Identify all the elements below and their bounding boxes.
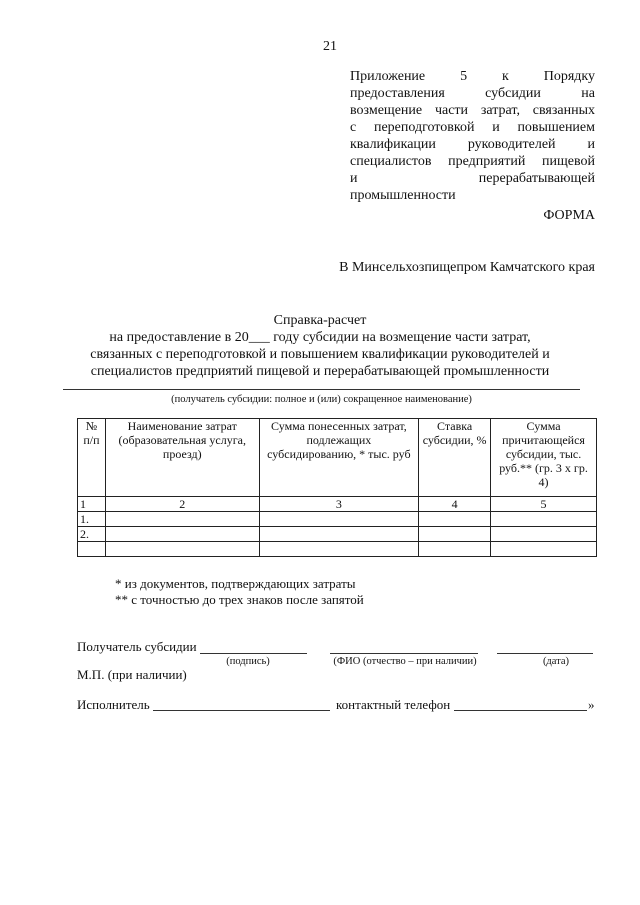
fio-field[interactable]	[330, 653, 478, 654]
column-number: 2	[105, 497, 259, 512]
footnote-2: ** с точностью до трех знаков после запятой	[115, 592, 364, 607]
table-cell	[259, 542, 419, 557]
table-cell	[259, 512, 419, 527]
header-cell: Ставка субсидии, %	[419, 419, 491, 497]
title-line-2: связанных с переподготовкой и повышением квалификации руководителей и	[90, 347, 550, 362]
form-label: ФОРМА	[543, 208, 595, 223]
table-cell	[419, 527, 491, 542]
title-line-3: специалистов предприятий пищевой и перерабатывающей промышленности	[90, 364, 550, 379]
table-cell	[105, 512, 259, 527]
table-cell	[105, 527, 259, 542]
phone-field[interactable]	[454, 710, 587, 711]
phone-label: контактный телефон	[336, 697, 451, 712]
appendix-line: квалификации руководителей и	[350, 137, 595, 152]
appendix-line: и перерабатывающей	[350, 171, 595, 186]
title-line-1: на предоставление в 20___ году субсидии на возмещение части затрат,	[109, 330, 531, 345]
footnote-1: * из документов, подтверждающих затраты	[115, 576, 356, 591]
column-number: 4	[419, 497, 491, 512]
table-row	[78, 527, 597, 542]
column-number-row	[78, 497, 597, 512]
appendix-line: специалистов предприятий пищевой	[350, 154, 595, 169]
date-field[interactable]	[497, 653, 593, 654]
table-row	[78, 512, 597, 527]
signature-field[interactable]	[200, 653, 307, 654]
addressee: В Минсельхозпищепром Камчатского края	[339, 260, 595, 275]
table-cell	[419, 512, 491, 527]
column-number: 3	[259, 497, 419, 512]
table-cell	[491, 542, 597, 557]
appendix-line: с переподготовкой и повышением	[350, 120, 595, 135]
expense-table	[77, 418, 597, 557]
table-cell	[105, 542, 259, 557]
appendix-block	[350, 68, 595, 204]
document-title	[60, 312, 580, 380]
stamp-label: М.П. (при наличии)	[77, 667, 187, 682]
executor-label: Исполнитель	[77, 697, 150, 712]
table-cell	[419, 542, 491, 557]
header-cell: Сумма причитающейся субсидии, тыс. руб.** (гр. 3 х гр. 4)	[491, 419, 597, 497]
signature-caption: (подпись)	[226, 656, 270, 667]
table-row	[78, 542, 597, 557]
table-header-row	[78, 419, 597, 497]
appendix-line: промышленности	[350, 188, 456, 203]
header-cell: Сумма понесенных затрат, подлежащих субсидированию, * тыс. руб	[259, 419, 419, 497]
column-number: 5	[491, 497, 597, 512]
table-cell	[259, 527, 419, 542]
fio-caption: (ФИО (отчество – при наличии)	[333, 656, 477, 667]
appendix-line: предоставления субсидии на	[350, 86, 595, 101]
table-cell	[491, 527, 597, 542]
executor-field[interactable]	[153, 710, 330, 711]
header-cell: Наименование затрат (образовательная услуга, проезд)	[105, 419, 259, 497]
table-cell: 2.	[78, 527, 106, 542]
recipient-line	[63, 389, 580, 390]
date-caption: (дата)	[542, 656, 570, 667]
column-number: 1	[78, 497, 106, 512]
table-cell	[78, 542, 106, 557]
title-heading: Справка-расчет	[273, 313, 367, 328]
table-cell: 1.	[78, 512, 106, 527]
page-number: 21	[323, 39, 337, 54]
recipient-label: Получатель субсидии	[77, 639, 197, 654]
appendix-line: Приложение 5 к Порядку	[350, 69, 595, 84]
recipient-caption: (получатель субсидии: полное и (или) сокращенное наименование)	[171, 394, 472, 405]
appendix-line: возмещение части затрат, связанных	[350, 103, 595, 118]
table-cell	[491, 512, 597, 527]
closing-quote: »	[588, 697, 595, 712]
header-cell: № п/п	[78, 419, 106, 497]
